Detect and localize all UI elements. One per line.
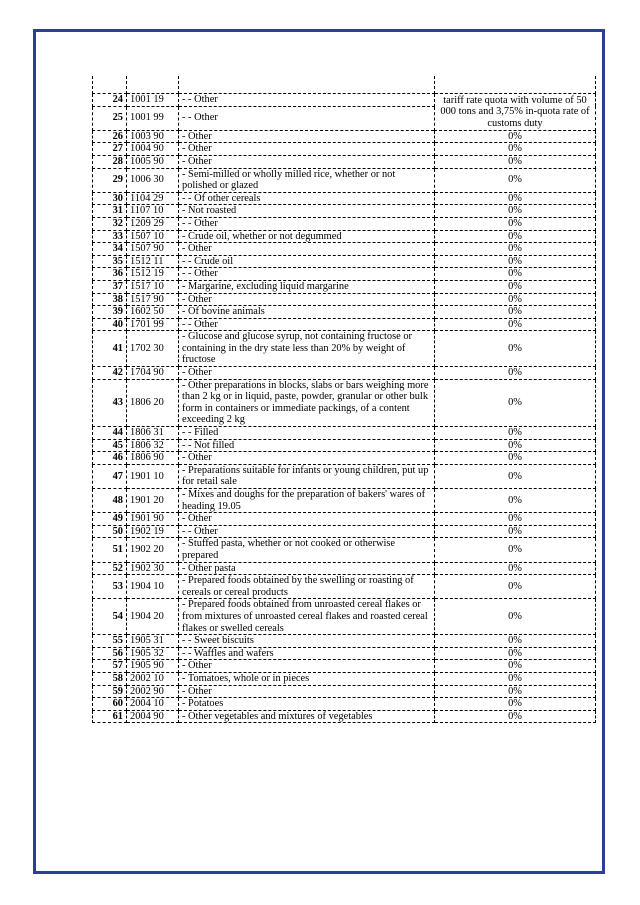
product-description: - - Crude oil [179, 255, 435, 268]
row-number: 30 [93, 192, 127, 205]
row-number: 33 [93, 230, 127, 243]
tariff-table [92, 76, 596, 723]
hs-code: 1517 10 [127, 280, 179, 293]
row-number: 54 [93, 599, 127, 635]
table-row [93, 660, 596, 673]
hs-code: 2002 90 [127, 685, 179, 698]
row-number: 24 [93, 94, 127, 107]
tariff-rate: 0% [435, 293, 596, 306]
table-row [93, 710, 596, 723]
row-number: 60 [93, 698, 127, 711]
tariff-rate: 0% [435, 562, 596, 575]
row-number: 49 [93, 513, 127, 526]
table-row [93, 243, 596, 256]
row-number: 29 [93, 168, 127, 192]
product-description: - Preparations suitable for infants or young children, put up for retail sale [179, 464, 435, 488]
table-row [93, 464, 596, 488]
table-row [93, 306, 596, 319]
table-row [93, 205, 596, 218]
row-number: 58 [93, 672, 127, 685]
row-number: 39 [93, 306, 127, 319]
hs-code: 1806 32 [127, 439, 179, 452]
hs-code: 1902 30 [127, 562, 179, 575]
product-description: - Margarine, excluding liquid margarine [179, 280, 435, 293]
tariff-rate: 0% [435, 525, 596, 538]
product-description: - Semi-milled or wholly milled rice, whether or not polished or glazed [179, 168, 435, 192]
product-description: - Stuffed pasta, whether or not cooked or otherwise prepared [179, 538, 435, 562]
product-description: - Other [179, 143, 435, 156]
hs-code: 1902 20 [127, 538, 179, 562]
table-row [93, 685, 596, 698]
hs-code: 1004 90 [127, 143, 179, 156]
product-description: - Other [179, 293, 435, 306]
table-row [93, 192, 596, 205]
table-row [93, 255, 596, 268]
hs-code: 1806 90 [127, 452, 179, 465]
tariff-rate: 0% [435, 647, 596, 660]
row-number: 43 [93, 379, 127, 426]
table-row [93, 538, 596, 562]
row-number: 55 [93, 635, 127, 648]
tariff-rate: 0% [435, 318, 596, 331]
product-description: - - Waffles and wafers [179, 647, 435, 660]
hs-code: 1512 19 [127, 268, 179, 281]
hs-code: 1904 10 [127, 575, 179, 599]
product-description: - - Other [179, 106, 435, 130]
product-description: - Mixes and doughs for the preparation of bakers' wares of heading 19.05 [179, 489, 435, 513]
table-row [93, 635, 596, 648]
hs-code: 1904 20 [127, 599, 179, 635]
hs-code: 1901 20 [127, 489, 179, 513]
row-number: 61 [93, 710, 127, 723]
product-description: - Other [179, 243, 435, 256]
table-row [93, 367, 596, 380]
row-number: 26 [93, 130, 127, 143]
table-row [93, 647, 596, 660]
row-number: 38 [93, 293, 127, 306]
hs-code: 1507 10 [127, 230, 179, 243]
row-number: 44 [93, 427, 127, 440]
table-row [93, 599, 596, 635]
product-description: - Other [179, 685, 435, 698]
tariff-rate: 0% [435, 513, 596, 526]
table-row [93, 168, 596, 192]
row-number: 46 [93, 452, 127, 465]
hs-code: 1001 19 [127, 94, 179, 107]
tariff-rate: 0% [435, 143, 596, 156]
tariff-rate: 0% [435, 635, 596, 648]
table-row [93, 672, 596, 685]
row-number: 52 [93, 562, 127, 575]
hs-code: 1507 90 [127, 243, 179, 256]
table-row [93, 562, 596, 575]
product-description: - Glucose and glucose syrup, not containing fructose or containing in the dry state less than 20% by weight of fructose [179, 331, 435, 367]
table-row [93, 489, 596, 513]
hs-code: 1104 29 [127, 192, 179, 205]
row-number: 37 [93, 280, 127, 293]
row-number: 34 [93, 243, 127, 256]
hs-code: 1517 90 [127, 293, 179, 306]
tariff-rate: 0% [435, 255, 596, 268]
product-description: - Other [179, 660, 435, 673]
tariff-rate: 0% [435, 672, 596, 685]
hs-code: 1602 50 [127, 306, 179, 319]
product-description: - Other [179, 513, 435, 526]
hs-code: 2004 10 [127, 698, 179, 711]
hs-code: 1905 90 [127, 660, 179, 673]
hs-code: 1512 11 [127, 255, 179, 268]
tariff-rate: 0% [435, 280, 596, 293]
row-number: 47 [93, 464, 127, 488]
row-number: 41 [93, 331, 127, 367]
row-number: 28 [93, 155, 127, 168]
tariff-rate: 0% [435, 685, 596, 698]
row-number: 32 [93, 217, 127, 230]
row-number: 50 [93, 525, 127, 538]
product-description: - - Other [179, 525, 435, 538]
product-description: - Not roasted [179, 205, 435, 218]
table-row [93, 94, 596, 107]
table-row [93, 525, 596, 538]
tariff-rate: 0% [435, 168, 596, 192]
hs-code: 1901 90 [127, 513, 179, 526]
hs-code: 1107 10 [127, 205, 179, 218]
tariff-rate: 0% [435, 427, 596, 440]
hs-code: 2004 90 [127, 710, 179, 723]
hs-code: 1902 19 [127, 525, 179, 538]
row-number: 53 [93, 575, 127, 599]
product-description: - Other [179, 367, 435, 380]
hs-code: 1702 30 [127, 331, 179, 367]
hs-code: 2002 10 [127, 672, 179, 685]
hs-code: 1905 31 [127, 635, 179, 648]
tariff-rate: 0% [435, 268, 596, 281]
table-row [93, 143, 596, 156]
hs-code: 1806 20 [127, 379, 179, 426]
table-row [93, 513, 596, 526]
product-description: - - Filled [179, 427, 435, 440]
product-description: - Other [179, 155, 435, 168]
hs-code: 1701 99 [127, 318, 179, 331]
tariff-rate: 0% [435, 331, 596, 367]
product-description: - - Not filled [179, 439, 435, 452]
tariff-rate: 0% [435, 575, 596, 599]
tariff-rate: 0% [435, 439, 596, 452]
row-number: 35 [93, 255, 127, 268]
tariff-rate: tariff rate quota with volume of 50 000 tons and 3,75% in-quota rate of customs duty [435, 94, 596, 131]
tariff-rate: 0% [435, 489, 596, 513]
hs-code: 1806 31 [127, 427, 179, 440]
tariff-rate: 0% [435, 205, 596, 218]
hs-code: 1209 29 [127, 217, 179, 230]
product-description: - - Other [179, 217, 435, 230]
row-number: 48 [93, 489, 127, 513]
row-number: 51 [93, 538, 127, 562]
row-number: 36 [93, 268, 127, 281]
product-description: - Crude oil, whether or not degummed [179, 230, 435, 243]
table-row [93, 427, 596, 440]
hs-code: 1006 30 [127, 168, 179, 192]
hs-code: 1005 90 [127, 155, 179, 168]
hs-code: 1901 10 [127, 464, 179, 488]
hs-code: 1001 99 [127, 106, 179, 130]
product-description: - Other pasta [179, 562, 435, 575]
product-description: - - Of other cereals [179, 192, 435, 205]
row-number: 40 [93, 318, 127, 331]
product-description: - Other [179, 130, 435, 143]
tariff-rate: 0% [435, 367, 596, 380]
product-description: - Other [179, 452, 435, 465]
table-row [93, 268, 596, 281]
tariff-rate: 0% [435, 660, 596, 673]
tariff-rate: 0% [435, 306, 596, 319]
row-number: 59 [93, 685, 127, 698]
product-description: - - Other [179, 318, 435, 331]
table-row [93, 230, 596, 243]
table-row [93, 439, 596, 452]
row-number: 31 [93, 205, 127, 218]
table-row [93, 575, 596, 599]
product-description: - Of bovine animals [179, 306, 435, 319]
tariff-rate: 0% [435, 599, 596, 635]
tariff-rate: 0% [435, 710, 596, 723]
table-row [93, 379, 596, 426]
table-row [93, 452, 596, 465]
hs-code: 1905 32 [127, 647, 179, 660]
tariff-rate: 0% [435, 538, 596, 562]
product-description: - Prepared foods obtained from unroasted cereal flakes or from mixtures of unroasted cereal flakes and roasted cereal flakes or swelled cereals [179, 599, 435, 635]
product-description: - - Other [179, 94, 435, 107]
tariff-rate: 0% [435, 192, 596, 205]
row-number: 42 [93, 367, 127, 380]
hs-code: 1704 90 [127, 367, 179, 380]
product-description: - - Other [179, 268, 435, 281]
product-description: - - Sweet biscuits [179, 635, 435, 648]
tariff-rate: 0% [435, 698, 596, 711]
product-description: - Other preparations in blocks, slabs or bars weighing more than 2 kg or in liquid, paste, powder, granular or other bulk form in containers or immediate packings, of a content exceeding 2 kg [179, 379, 435, 426]
tariff-rate: 0% [435, 217, 596, 230]
table-row [93, 217, 596, 230]
tariff-rate: 0% [435, 243, 596, 256]
table-row [93, 698, 596, 711]
row-number: 56 [93, 647, 127, 660]
table-row [93, 155, 596, 168]
tariff-rate: 0% [435, 452, 596, 465]
table-row [93, 130, 596, 143]
product-description: - Potatoes [179, 698, 435, 711]
table-row [93, 318, 596, 331]
product-description: - Other vegetables and mixtures of vegetables [179, 710, 435, 723]
tariff-rate: 0% [435, 155, 596, 168]
row-number: 45 [93, 439, 127, 452]
hs-code: 1003 90 [127, 130, 179, 143]
tariff-rate: 0% [435, 130, 596, 143]
tariff-rate: 0% [435, 230, 596, 243]
table-top-stub [93, 76, 596, 94]
row-number: 27 [93, 143, 127, 156]
row-number: 57 [93, 660, 127, 673]
product-description: - Tomatoes, whole or in pieces [179, 672, 435, 685]
product-description: - Prepared foods obtained by the swelling or roasting of cereals or cereal products [179, 575, 435, 599]
tariff-rate: 0% [435, 379, 596, 426]
row-number: 25 [93, 106, 127, 130]
table-row [93, 280, 596, 293]
table-row [93, 293, 596, 306]
table-row [93, 331, 596, 367]
tariff-rate: 0% [435, 464, 596, 488]
